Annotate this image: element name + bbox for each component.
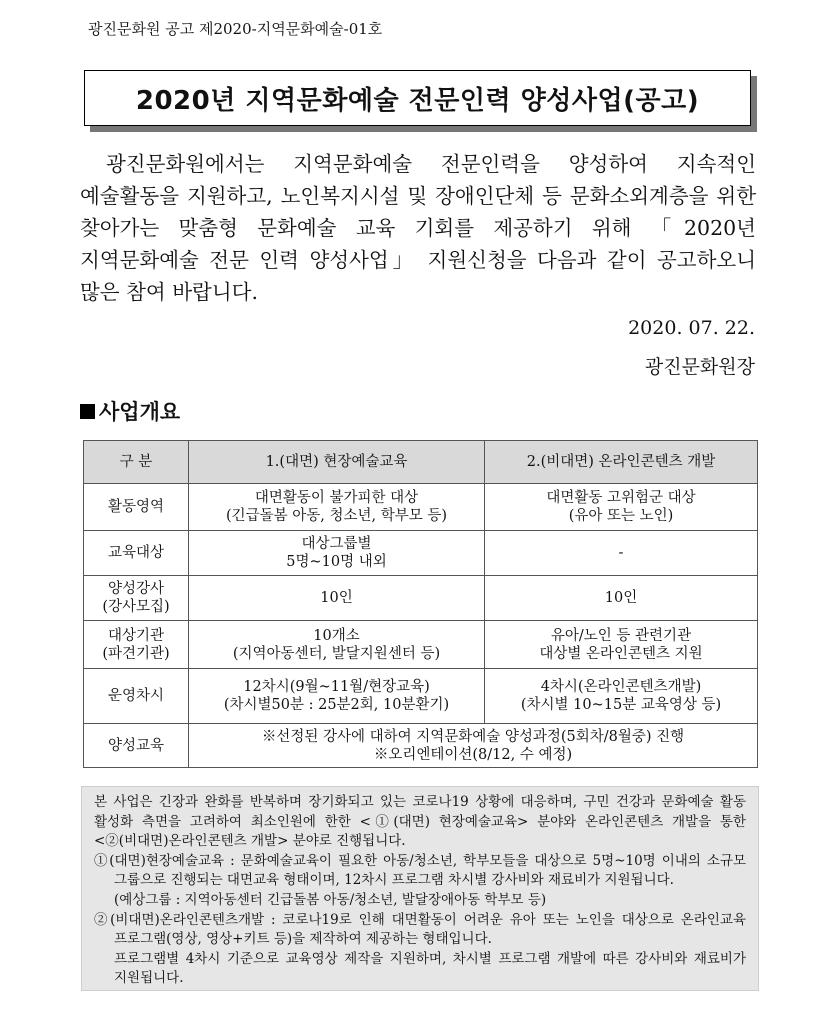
table-row: [84, 724, 758, 768]
table-cell: 10인: [189, 576, 485, 621]
table-cell-merged: ※선정된 강사에 대하여 지역문화예술 양성과정(5회차/8월중) 진행 ※오리엔테이션(8/12, 수 예정): [189, 724, 758, 768]
table-cell: 대면활동 고위험군 대상 (유아 또는 노인): [485, 484, 758, 531]
announcement-date: 2020. 07. 22.: [628, 317, 755, 339]
row-label: 대상기관 (파견기관): [84, 621, 189, 669]
overview-table: [83, 440, 758, 768]
issuer-name: 광진문화원장: [644, 356, 755, 378]
table-cell: 유아/노인 등 관련기관 대상별 온라인콘텐츠 지원: [485, 621, 758, 669]
title-box: [84, 70, 751, 126]
notes-item-in-person: ①(대면)현장예술교육 : 문화예술교육이 필요한 아동/청소년, 학부모들을 대상으로 5명~10명 이내의 소규모 그룹으로 진행되는 대면교육 형태이며, 12차시 프로그램 차시별 강사비와 재료비가 지원됩니다.: [94, 852, 746, 889]
table-cell: 12차시(9월~11월/현장교육) (차시별50분 : 25분2회, 10분환기): [189, 669, 485, 724]
table-row: [84, 531, 758, 576]
table-row: [84, 669, 758, 724]
notes-item-online-detail: 프로그램별 4차시 기준으로 교육영상 제작을 지원하며, 차시별 프로그램 개발에 따른 강사비와 재료비가 지원됩니다.: [114, 950, 746, 987]
notes-box: [81, 786, 759, 991]
row-label: 활동영역: [84, 484, 189, 531]
row-label: 양성강사 (강사모집): [84, 576, 189, 621]
row-label: 교육대상: [84, 531, 189, 576]
notes-intro: 본 사업은 긴장과 완화를 반복하며 장기화되고 있는 코로나19 상황에 대응하며, 구민 건강과 문화예술 활동 활성화 측면을 고려하여 최소인원에 한한 <①(대면) 현장예술교육> 분야와 온라인콘텐츠 개발을 통한 <②(비대면)온라인콘텐츠 개발> 분야로 진행됩니다.: [94, 794, 746, 850]
square-bullet-icon: [80, 404, 95, 419]
document-number: 광진문화원 공고 제2020-지역문화예술-01호: [88, 20, 383, 38]
header-online: 2.(비대면) 온라인콘텐츠 개발: [485, 441, 758, 484]
table-row: [84, 484, 758, 531]
section-heading: [80, 396, 180, 426]
table-cell: 대상그룹별 5명~10명 내외: [189, 531, 485, 576]
header-category: 구 분: [84, 441, 189, 484]
table-header-row: [84, 441, 758, 484]
table-row: [84, 576, 758, 621]
intro-section: [80, 148, 756, 308]
table-cell: -: [485, 531, 758, 576]
row-label: 운영차시: [84, 669, 189, 724]
header-in-person: 1.(대면) 현장예술교육: [189, 441, 485, 484]
table-row: [84, 621, 758, 669]
page-title: 2020년 지역문화예술 전문인력 양성사업(공고): [135, 85, 700, 116]
notes-item-in-person-example: (예상그룹 : 지역아동센터 긴급돌봄 아동/청소년, 발달장애아동 학부모 등): [114, 891, 547, 908]
table-cell: 10개소 (지역아동센터, 발달지원센터 등): [189, 621, 485, 669]
notes-item-online: ②(비대면)온라인콘텐츠개발 : 코로나19로 인해 대면활동이 어려운 유아 또는 노인을 대상으로 온라인교육 프로그램(영상, 영상+키트 등)을 제작하여 제공하는 형태입니다.: [94, 911, 746, 948]
table-cell: 10인: [485, 576, 758, 621]
table-cell: 4차시(온라인콘텐츠개발) (차시별 10~15분 교육영상 등): [485, 669, 758, 724]
row-label: 양성교육: [84, 724, 189, 768]
section-title: 사업개요: [99, 400, 181, 424]
intro-paragraph: 광진문화원에서는 지역문화예술 전문인력을 양성하여 지속적인 예술활동을 지원하고, 노인복지시설 및 장애인단체 등 문화소외계층을 위한 찾아가는 맞춤형 문화예술 교육 기회를 제공하기 위해 「2020년 지역문화예술 전문 인력 양성사업」 지원신청을 다음과 같이 공고하오니 많은 참여 바랍니다.: [80, 152, 756, 304]
table-cell: 대면활동이 불가피한 대상 (긴급돌봄 아동, 청소년, 학부모 등): [189, 484, 485, 531]
